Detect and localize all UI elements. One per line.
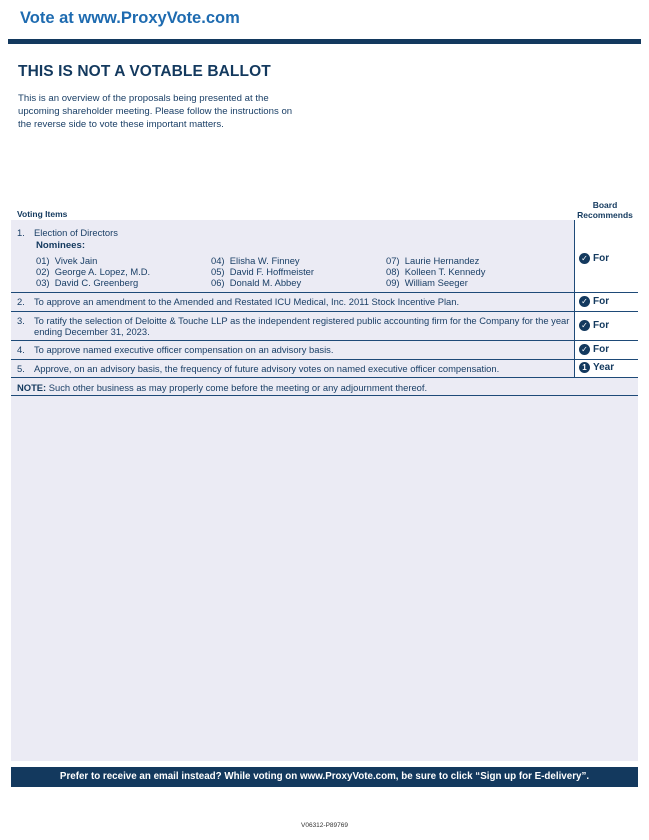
intro-line: the reverse side to vote these important matters. [18,119,224,130]
item-number: 5. [17,363,25,374]
voting-item-row-5 [11,360,638,378]
nominee: 01) Vivek Jain [36,255,98,266]
header-divider [8,39,641,44]
board-recommendation-cell [574,293,639,311]
recommendation-label: For [593,253,610,264]
item-2-text [17,296,459,307]
item-1-text [17,227,118,238]
nominee: 07) Laurie Hernandez [386,255,480,266]
nominee: 08) Kolleen T. Kennedy [386,266,486,277]
nominee: 09) William Seeger [386,277,468,288]
nominee: 04) Elisha W. Finney [211,255,300,266]
recommendation-label: For [593,344,610,355]
item-3-text [17,315,574,337]
recommendation [579,253,609,264]
recommendation [579,320,609,331]
check-circle-icon: ✓ [579,296,590,307]
check-circle-icon: ✓ [579,253,590,264]
item-4-text [17,344,333,355]
item-description: To approve named executive officer compensation on an advisory basis. [34,344,334,355]
proxyvote-header-title: Vote at www.ProxyVote.com [20,9,240,27]
voting-item-row-2 [11,293,638,312]
item-number: 2. [17,296,25,307]
item-description: Approve, on an advisory basis, the frequency of future advisory votes on named executive officer compensation. [34,363,500,374]
recommendation-label: For [593,320,610,331]
item-5-text [17,363,499,374]
check-circle-icon: ✓ [579,320,590,331]
number-one-circle-icon: 1 [579,362,590,373]
board-recommendation-cell [574,312,639,340]
item-number: 1. [17,227,25,238]
intro-paragraph [18,92,328,131]
edelivery-banner: Prefer to receive an email instead? While voting on www.ProxyVote.com, be sure to click “Sign up for E-delivery”. [11,767,638,787]
recommendation [579,344,609,355]
item-number: 3. [17,315,25,326]
note-row [11,378,638,396]
board-recommendation-cell [574,220,639,292]
item-number: 4. [17,344,25,355]
item-description: To approve an amendment to the Amended and Restated ICU Medical, Inc. 2011 Stock Incentive Plan. [34,296,460,307]
nominee: 06) Donald M. Abbey [211,277,302,288]
note-label: NOTE: [17,382,47,393]
voting-item-row-1 [11,220,638,293]
board-recommendation-cell [574,341,639,359]
board-recommendation-cell [574,360,639,377]
note-body: Such other business as may properly come before the meeting or any adjournment thereof. [46,382,428,393]
nominee: 02) George A. Lopez, M.D. [36,266,151,277]
document-code: V06312-P89769 [301,822,348,829]
board-header-line: Board [592,200,618,210]
nominee: 05) David F. Hoffmeister [211,266,315,277]
recommendation-label: Year [593,362,615,373]
note-text [17,382,427,393]
item-description: To ratify the selection of Deloitte & Touche LLP as the independent registered public accounting firm for the Company for the year ending December 31, 2023. [34,315,570,337]
recommendation-label: For [593,296,610,307]
intro-line: upcoming shareholder meeting. Please follow the instructions on [18,106,293,117]
item-description: Election of Directors [34,227,118,238]
voting-items-header: Voting Items [17,209,68,219]
intro-line: This is an overview of the proposals being presented at the [18,93,269,104]
page-title: THIS IS NOT A VOTABLE BALLOT [18,63,271,80]
nominees-label: Nominees: [36,240,86,251]
voting-item-row-3 [11,312,638,341]
recommendation [579,296,609,307]
nominee: 03) David C. Greenberg [36,277,139,288]
board-recommends-header [574,200,636,220]
recommendation [579,362,614,373]
voting-item-row-4 [11,341,638,360]
board-header-line: Recommends [577,210,633,220]
check-circle-icon: ✓ [579,344,590,355]
